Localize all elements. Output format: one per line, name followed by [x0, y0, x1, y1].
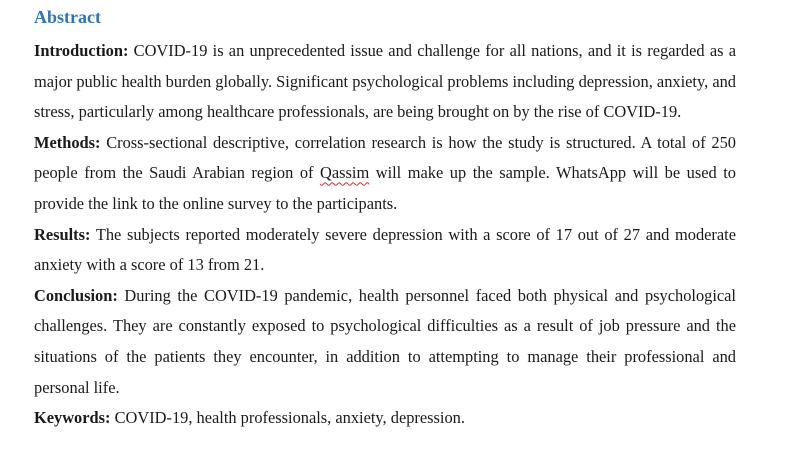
results-paragraph: [34, 220, 736, 281]
spellcheck-flagged-word[interactable]: Qassim: [320, 163, 370, 183]
keywords-paragraph: [34, 403, 736, 434]
methods-text-before: Cross-sectional descriptive, correlation research is how the study is structured. A total of 250 people from the Saudi Arabian region of: [34, 132, 736, 183]
methods-text-after: will make up the sample. WhatsApp will be used to provide the link to the online survey to the participants.: [34, 163, 736, 213]
methods-label: Methods:: [34, 132, 101, 152]
conclusion-paragraph: [34, 281, 736, 403]
abstract-heading: Abstract: [34, 7, 101, 27]
results-text: The subjects reported moderately severe depression with a score of 17 out of 27 and moderate anxiety with a score of 13 from 21.: [34, 224, 736, 275]
keywords-text: COVID-19, health professionals, anxiety, depression.: [114, 408, 465, 428]
conclusion-text: During the COVID-19 pandemic, health personnel faced both physical and psychological challenges. They are constantly exposed to psychological difficulties as a result of job pressure and the situations of the patients they encounter, in addition to attempting to manage their professional and personal life.: [34, 285, 736, 397]
results-label: Results:: [34, 224, 91, 244]
introduction-text: COVID-19 is an unprecedented issue and challenge for all nations, and it is regarded as a major public health burden globally. Significant psychological problems including depression, anxiety, and stress, particularly among healthcare professionals, are being brought on by the rise of COVID-19.: [34, 41, 736, 122]
abstract-body: [34, 36, 736, 434]
introduction-paragraph: [34, 36, 736, 128]
keywords-label: Keywords:: [34, 408, 111, 428]
methods-paragraph: [34, 128, 736, 220]
conclusion-label: Conclusion:: [34, 285, 118, 305]
introduction-label: Introduction:: [34, 41, 129, 60]
